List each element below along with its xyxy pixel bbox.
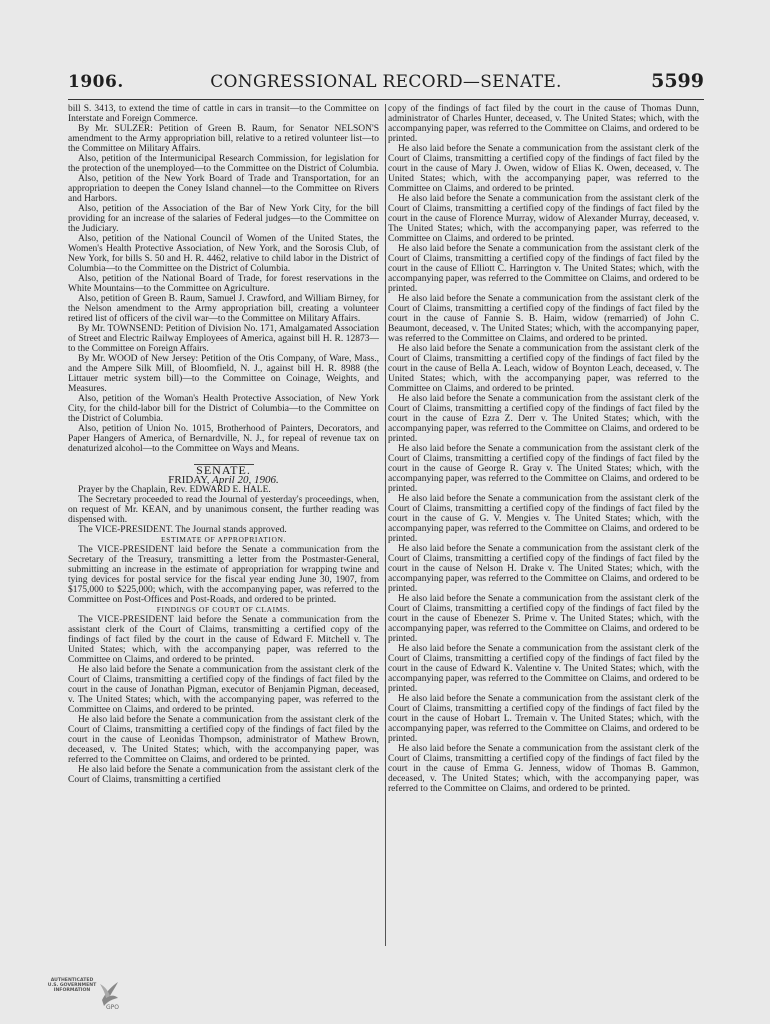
paragraph: Also, petition of the Woman's Health Protective Association, of New York City, for the child-labor bill for the District of Columbia—to the Committee on the District of Columbia. — [68, 394, 379, 424]
paragraph: Also, petition of the National Council of Women of the United States, the Women's Health Protective Association, of New York, and the Sorosis Club, of New York, for bills S. 50 and H. R. 4462, relative to child labor in the District of Columbia—to the Committee on the District of Columbia. — [68, 234, 379, 274]
gpo-authentication-logo — [46, 978, 126, 1014]
paragraph: The VICE-PRESIDENT. The Journal stands approved. — [78, 525, 287, 535]
paragraph: He also laid before the Senate a communication from the assistant clerk of the Court of Claims, transmitting a certified copy of the findings of fact filed by the court in the cause of Edward K. Valentine v. The United States; which, with the accompanying paper, was referred to the Committee on Claims, and ordered to be printed. — [388, 644, 699, 694]
paragraph: He also laid before the Senate a communication from the assistant clerk of the Court of Claims, transmitting a certified copy of the findings of fact filed by the court in the cause of Bella A. Leach, widow of Boynton Leach, deceased, v. The United States; which, with the accompanying paper, was referred to the Committee on Claims, and ordered to be printed. — [388, 344, 699, 394]
paragraph: He also laid before the Senate a communication from the assistant clerk of the Court of Claims, transmitting a certified — [68, 765, 379, 785]
paragraph: Also, petition of the Intermunicipal Research Commission, for legislation for the protection of the unemployed—to the Committee on the District of Columbia. — [68, 154, 379, 174]
paragraph: copy of the findings of fact filed by the court in the cause of Thomas Dunn, administrator of Charles Hunter, deceased, v. The United States; which, with the accompanying paper, was referred to the Committee on Claims, and ordered to be printed. — [388, 104, 699, 144]
paragraph: bill S. 3413, to extend the time of cattle in cars in transit—to the Committee on Interstate and Foreign Commerce. — [68, 104, 379, 124]
paragraph: He also laid before the Senate a communication from the assistant clerk of the Court of Claims, transmitting a certified copy of the findings of fact filed by the court in the cause of Fannie S. B. Haim, widow (remarried) of John C. Beaumont, deceased, v. The United States; which, with the accompanying paper, was referred to the Committee on Claims, and ordered to be printed. — [388, 294, 699, 344]
header-rule — [68, 99, 704, 100]
header-year: 1906. — [68, 72, 124, 92]
paragraph: He also laid before the Senate a communication from the assistant clerk of the Court of Claims, transmitting a certified copy of the findings of fact filed by the court in the cause of Jonathan Pigman, executor of Benjamin Pigman, deceased, v. The United States; which, with the accompanying paper, was referred to the Committee on Claims, and ordered to be printed. — [68, 665, 379, 715]
paragraph: He also laid before the Senate a communication from the assistant clerk of the Court of Claims, transmitting a certified copy of the findings of fact filed by the court in the cause of Nelson H. Drake v. The United States; which, with the accompanying paper, was referred to the Committee on Claims, and ordered to be printed. — [388, 544, 699, 594]
paragraph: Also, petition of the National Board of Trade, for forest reservations in the White Mountains—to the Committee on Agriculture. — [68, 274, 379, 294]
header-title: CONGRESSIONAL RECORD—SENATE. — [210, 72, 562, 92]
column-divider — [385, 104, 386, 946]
paragraph: He also laid before the Senate a communication from the assistant clerk of the Court of Claims, transmitting a certified copy of the findings of fact filed by the court in the cause of Mary J. Owen, widow of Elias K. Owen, deceased, v. The United States; which, with the accompanying paper, was referred to the Committee on Claims, and ordered to be printed. — [388, 144, 699, 194]
paragraph: Prayer by the Chaplain, Rev. EDWARD E. HALE. — [78, 485, 271, 495]
paragraph: He also laid before the Senate a communication from the assistant clerk of the Court of Claims, transmitting a certified copy of the findings of fact filed by the court in the cause of Hobart L. Tremain v. The United States; which, with the accompanying paper, was referred to the Committee on Claims, and ordered to be printed. — [388, 694, 699, 744]
senate-heading: SENATE. — [196, 463, 251, 477]
paragraph: Also, petition of the New York Board of Trade and Transportation, for an appropriation to deepen the Coney Island channel—to the Committee on Rivers and Harbors. — [68, 174, 379, 204]
dateline — [68, 475, 379, 485]
paragraph: The VICE-PRESIDENT laid before the Senate a communication from the assistant clerk of the Court of Claims, transmitting a certified copy of the findings of fact filed by the court in the cause of Edward F. Mitchell v. The United States; which, with the accompanying paper, was referred to the Committee on Claims, and ordered to be printed. — [68, 615, 379, 665]
paragraph: The Secretary proceeded to read the Journal of yesterday's proceedings, when, on request of Mr. KEAN, and by unanimous consent, the further reading was dispensed with. — [68, 495, 379, 525]
date-text: April 20, 1906. — [212, 474, 279, 486]
subheading-claims: FINDINGS OF COURT OF CLAIMS. — [156, 605, 291, 614]
paragraph: By Mr. TOWNSEND: Petition of Division No. 171, Amalgamated Association of Street and Electric Railway Employees of America, against bill H. R. 12873—to the Committee on Foreign Affairs. — [68, 324, 379, 354]
left-top-paragraphs — [68, 104, 379, 454]
paragraph: He also laid before the Senate a communication from the assistant clerk of the Court of Claims, transmitting a certified copy of the findings of fact filed by the court in the cause of Emma G. Jenness, widow of Thomas B. Gammon, deceased, v. The United States; which, with the accompanying paper, was referred to the Committee on Claims, and ordered to be printed. — [388, 744, 699, 794]
paragraph: He also laid before the Senate a communication from the assistant clerk of the Court of Claims, transmitting a certified copy of the findings of fact filed by the court in the cause of Leonidas Thompson, administrator of Mathew Brown, deceased, v. The United States; which, with the accompanying paper, was referred to the Committee on Claims, and ordered to be printed. — [68, 715, 379, 765]
paragraph: He also laid before the Senate a communication from the assistant clerk of the Court of Claims, transmitting a certified copy of the findings of fact filed by the court in the cause of George R. Gray v. The United States; which, with the accompanying paper, was referred to the Committee on Claims, and ordered to be printed. — [388, 444, 699, 494]
paragraph: By Mr. SULZER: Petition of Green B. Raum, for Senator NELSON'S amendment to the Army appropriation bill, relative to a retired volunteer list—to the Committee on Military Affairs. — [68, 124, 379, 154]
gpo-logo-text: AUTHENTICATED U.S. GOVERNMENT INFORMATION — [47, 978, 97, 994]
paragraph: He also laid before the Senate a communication from the assistant clerk of the Court of Claims, transmitting a certified copy of the findings of fact filed by the court in the cause of Elliott C. Harrington v. The United States; which, with the accompanying paper, was referred to the Committee on Claims, and ordered to be printed. — [388, 244, 699, 294]
date-day: FRIDAY, — [168, 474, 210, 486]
header-page-number: 5599 — [651, 70, 704, 92]
paragraph: He also laid before the Senate a communication from the assistant clerk of the Court of Claims, transmitting a certified copy of the findings of fact filed by the court in the cause of Ebenezer S. Prime v. The United States; which, with the accompanying paper, was referred to the Committee on Claims, and ordered to be printed. — [388, 594, 699, 644]
paragraph: Also, petition of the Association of the Bar of New York City, for the bill providing for an increase of the salaries of Federal judges—to the Committee on the Judiciary. — [68, 204, 379, 234]
paragraph: He also laid before the Senate a communication from the assistant clerk of the Court of Claims, transmitting a certified copy of the findings of fact filed by the court in the cause of G. V. Mengies v. The United States; which, with the accompanying paper, was referred to the Committee on Claims, and ordered to be printed. — [388, 494, 699, 544]
paragraph: Also, petition of Green B. Raum, Samuel J. Crawford, and William Birney, for the Nelson amendment to the Army appropriation bill, creating a volunteer retired list of officers of the civil war—to the Committee on Military Affairs. — [68, 294, 379, 324]
right-column — [388, 104, 699, 946]
gpo-mark: GPO — [106, 1004, 119, 1011]
paragraph: The VICE-PRESIDENT laid before the Senate a communication from the Secretary of the Treasury, transmitting a letter from the Postmaster-General, submitting an increase in the estimate of appropriation for wrapping twine and tying devices for postal service for the fiscal year ending June 30, 1907, from $175,000 to $225,000; which, with the accompanying paper, was referred to the Committee on Post-Offices and Post-Roads, and ordered to be printed. — [68, 545, 379, 605]
subheading-estimate: ESTIMATE OF APPROPRIATION. — [161, 535, 286, 544]
left-column — [68, 104, 379, 946]
paragraph: Also, petition of Union No. 1015, Brotherhood of Painters, Decorators, and Paper Hangers of America, of Bernardville, N. J., for repeal of revenue tax on denaturized alcohol—to the Committee on Ways and Means. — [68, 424, 379, 454]
paragraph: He also laid before the Senate a communication from the assistant clerk of the Court of Claims, transmitting a certified copy of the findings of fact filed by the court in the cause of Ezra Z. Derr v. The United States; which, with the accompanying paper, was referred to the Committee on Claims, and ordered to be printed. — [388, 394, 699, 444]
page-header — [68, 70, 704, 96]
paragraph: By Mr. WOOD of New Jersey: Petition of the Otis Company, of Ware, Mass., and the Ampere Silk Mill, of Bloomfield, N. J., against bill H. R. 8988 (the Littauer metric system bill)—to the Committee on Coinage, Weights, and Measures. — [68, 354, 379, 394]
paragraph: He also laid before the Senate a communication from the assistant clerk of the Court of Claims, transmitting a certified copy of the findings of fact filed by the court in the cause of Florence Murray, widow of Alexander Murray, deceased, v. The United States; which, with the accompanying paper, was referred to the Committee on Claims, and ordered to be printed. — [388, 194, 699, 244]
